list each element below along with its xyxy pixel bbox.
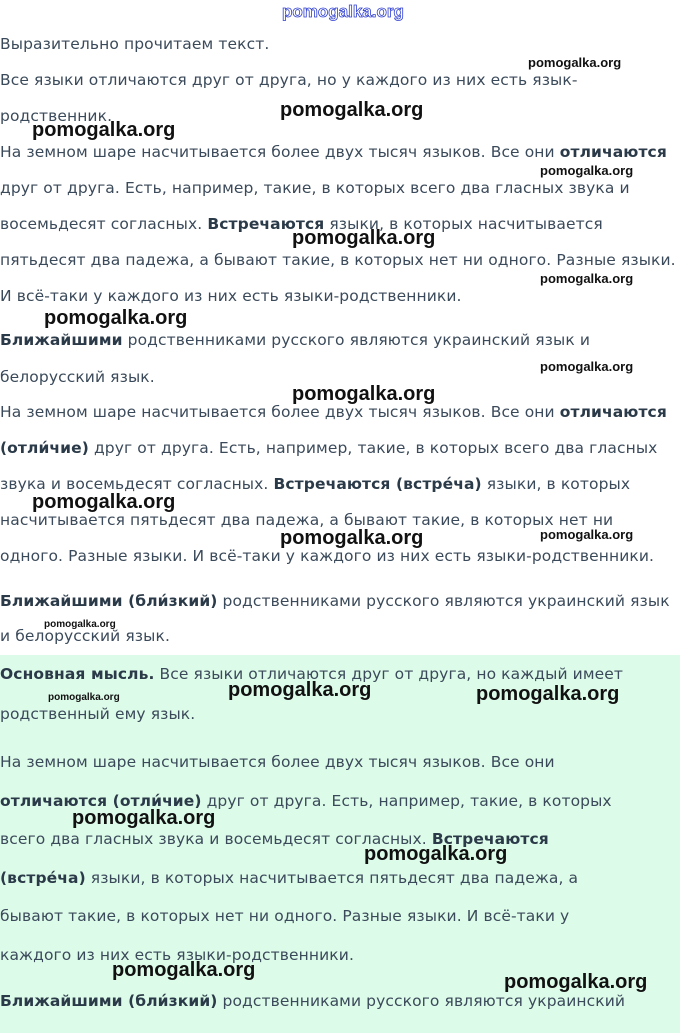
paragraph-line: одного. Разные языки. И всё-таки у каждого из них есть языки-родственники. — [0, 547, 655, 565]
paragraph-line: восемьдесят согласных. Встречаются языки, в которых насчитывается — [0, 215, 603, 233]
paragraph-line: насчитывается пятьдесят два падежа, а бывают такие, в которых нет ни — [0, 511, 614, 529]
watermark: pomogalka.org — [280, 99, 424, 121]
watermark: pomogalka.org — [280, 527, 424, 549]
paragraph-line: бывают такие, в которых нет ни одного. Разные языки. И всё-таки у — [0, 907, 570, 925]
paragraph-line: Ближайшими родственниками русского являются украинский язык и — [0, 331, 591, 349]
paragraph-line: каждого из них есть языки-родственники. — [0, 946, 354, 964]
watermark: pomogalka.org — [32, 119, 176, 141]
main-idea-line: родственный ему язык. — [0, 705, 196, 723]
watermark: pomogalka.org — [72, 807, 216, 829]
watermark: pomogalka.org — [476, 683, 620, 705]
paragraph-line: На земном шаре насчитывается более двух тысяч языков. Все они — [0, 753, 555, 771]
watermark: pomogalka.org — [504, 971, 648, 993]
paragraph-line: белорусский язык. — [0, 368, 155, 386]
paragraph-line: звука и восемьдесят согласных. Встречаются (встре́ча) языки, в которых — [0, 475, 631, 493]
watermark: pomogalka.org — [540, 527, 634, 542]
watermark: pomogalka.org — [228, 679, 372, 701]
watermark: pomogalka.org — [540, 359, 634, 374]
watermark: pomogalka.org — [292, 383, 436, 405]
paragraph-line: отличаются (отли́чие) друг от друга. Есть, например, такие, в которых — [0, 792, 612, 810]
header-watermark: pomogalka.org — [282, 2, 404, 21]
topic-line: Все языки отличаются друг от друга, но у каждого из них есть язык- — [0, 71, 578, 89]
watermark: pomogalka.org — [32, 491, 176, 513]
watermark: pomogalka.org — [292, 227, 436, 249]
watermark: pomogalka.org — [540, 271, 634, 286]
paragraph-line: Ближайшими (бли́зкий) родственниками русского являются украинский — [0, 992, 626, 1010]
paragraph-line: всего два гласных звука и восемьдесят согласных. Встречаются — [0, 830, 549, 848]
watermark: pomogalka.org — [44, 307, 188, 329]
paragraph-line: пятьдесят два падежа, а бывают такие, в которых нет ни одного. Разные языки. — [0, 251, 676, 269]
paragraph-line: друг от друга. Есть, например, такие, в которых всего два гласных звука и — [0, 179, 630, 197]
watermark: pomogalka.org — [112, 959, 256, 981]
paragraph-line: Ближайшими (бли́зкий) родственниками русского являются украинский язык — [0, 592, 670, 610]
paragraph-line: (встре́ча) языки, в которых насчитывается пятьдесят два падежа, а — [0, 869, 579, 887]
instruction-text: Выразительно прочитаем текст. — [0, 35, 270, 53]
main-idea-line: Основная мысль. Все языки отличаются друг от друга, но каждый имеет — [0, 665, 624, 683]
paragraph-line: На земном шаре насчитывается более двух тысяч языков. Все они отличаются — [0, 143, 667, 161]
watermark: pomogalka.org — [540, 163, 634, 178]
paragraph-line: и белорусский язык. — [0, 627, 170, 645]
watermark: pomogalka.org — [364, 843, 508, 865]
paragraph-line: На земном шаре насчитывается более двух тысяч языков. Все они отличаются — [0, 403, 667, 421]
watermark: pomogalka.org — [48, 692, 120, 703]
paragraph-line: И всё-таки у каждого из них есть языки-родственники. — [0, 287, 462, 305]
topic-line: родственник. — [0, 107, 113, 125]
paragraph-line: (отли́чие) друг от друга. Есть, например, такие, в которых всего два гласных — [0, 439, 658, 457]
watermark: pomogalka.org — [44, 619, 116, 630]
watermark: pomogalka.org — [528, 55, 622, 70]
